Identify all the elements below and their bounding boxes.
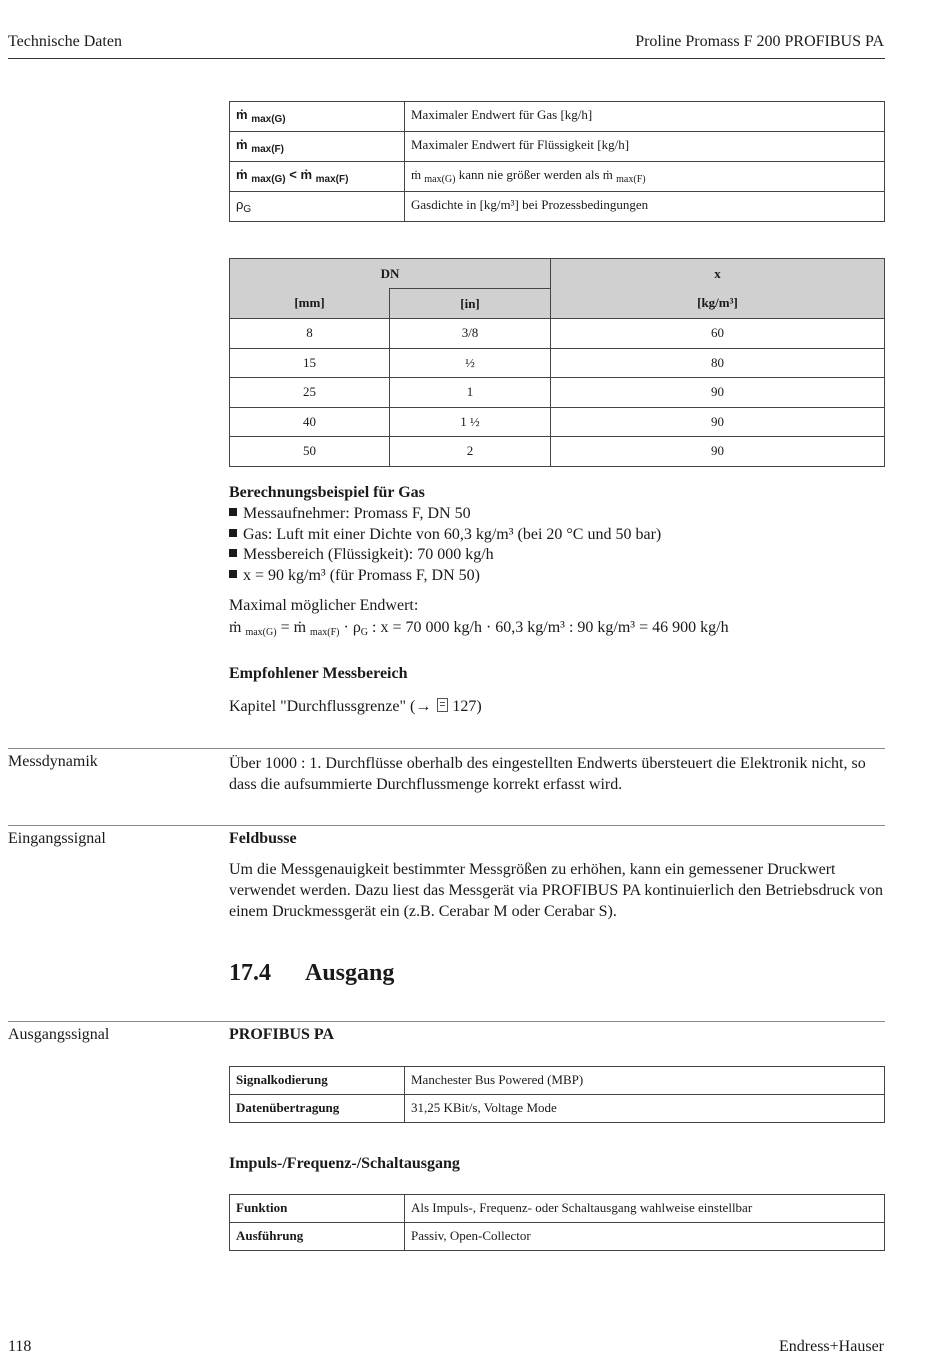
symbol-cell: ṁ $_{max(F)}$ [230,132,405,162]
header-kgm3: [kg/m³] [551,289,885,319]
table-row [230,102,885,132]
dn-table [229,258,885,467]
cell-x: 80 [551,348,885,378]
list-item: Messbereich (Flüssigkeit): 70 000 kg/h [229,545,885,566]
impuls-heading: Impuls-/Frequenz-/Schaltausgang [229,1155,460,1172]
recommended-text: Kapitel "Durchflussgrenze" (→ 127) [229,698,482,715]
section-rule [8,1021,885,1022]
profibus-table-wrap [229,1066,885,1123]
cell-in: ½ [390,348,551,378]
page-number: 118 [8,1338,32,1355]
eingangssignal-label: Eingangssignal [8,830,106,847]
cell-mm: 40 [230,407,390,437]
table-row [230,192,885,222]
symbol-table-wrap [229,101,885,222]
table-row [230,1195,885,1223]
cell-in: 3/8 [390,319,551,349]
messdynamik-text: Über 1000 : 1. Durchflüsse oberhalb des eingestellten Endwerts übersteuert die Elektronik nicht, so dass die aufsummierte Durchflussmenge korrekt erfasst wird. [229,755,866,793]
description-cell: Maximaler Endwert für Flüssigkeit [kg/h] [405,132,885,162]
cell-x: 90 [551,378,885,408]
table-row [230,319,885,349]
page-link[interactable]: 127) [448,698,482,715]
cell-mm: 25 [230,378,390,408]
cell-x: 90 [551,407,885,437]
key-cell: Signalkodierung [230,1067,405,1095]
header-x: x [551,259,885,289]
value-cell: Passiv, Open-Collector [405,1223,885,1251]
bullet-icon [229,549,237,557]
bullet-icon [229,508,237,516]
page-icon [437,698,448,712]
symbol-cell: ṁ $_{max(G)}$ < ṁ $_{max(F)}$ [230,162,405,192]
header-rule [8,58,885,59]
example-heading: Berechnungsbeispiel für Gas [229,484,425,501]
table-row [230,1067,885,1095]
bullet-icon [229,529,237,537]
value-cell: 31,25 KBit/s, Voltage Mode [405,1095,885,1123]
cell-in: 2 [390,437,551,467]
footer-brand: Endress+Hauser [779,1338,884,1355]
table-header-row [230,289,885,319]
cell-x: 90 [551,437,885,467]
key-cell: Funktion [230,1195,405,1223]
recommended-heading: Empfohlener Messbereich [229,665,408,682]
key-cell: Datenübertragung [230,1095,405,1123]
section-rule [8,825,885,826]
cell-mm: 15 [230,348,390,378]
header-in: [in] [390,289,551,319]
list-item: Messaufnehmer: Promass F, DN 50 [229,504,885,525]
list-item: x = 90 kg/m³ (für Promass F, DN 50) [229,566,885,587]
cell-in: 1 [390,378,551,408]
max-label: Maximal möglicher Endwert: [229,597,419,614]
symbol-cell: $\rho_G$ [230,192,405,222]
table-row [230,1095,885,1123]
chapter-heading: 17.4 Ausgang [229,960,395,986]
profibus-heading: PROFIBUS PA [229,1026,335,1043]
header-dn: DN [230,259,551,289]
formula: ṁ $_{max(G)}$ = ṁ $_{max(F)} \cdot \rho_G$ : x = 70 000 kg/h · 60,3 kg/m³ : 90 kg/m³ = 46 900 kg/h [229,619,729,638]
profibus-table [229,1066,885,1123]
running-header-right: Proline Promass F 200 PROFIBUS PA [635,33,884,50]
section-rule [8,748,885,749]
dn-table-wrap [229,258,885,467]
table-row [230,407,885,437]
ausgangssignal-label: Ausgangssignal [8,1026,110,1043]
key-cell: Ausführung [230,1223,405,1251]
table-row [230,162,885,192]
impuls-table [229,1194,885,1251]
description-cell: Gasdichte in [kg/m³] bei Prozessbedingungen [405,192,885,222]
table-row [230,348,885,378]
symbol-table [229,101,885,222]
feldbusse-heading: Feldbusse [229,830,297,847]
cell-mm: 8 [230,319,390,349]
value-cell: Manchester Bus Powered (MBP) [405,1067,885,1095]
symbol-cell: ṁ $_{max(G)}$ [230,102,405,132]
table-header-row [230,259,885,289]
bullet-icon [229,570,237,578]
table-row [230,437,885,467]
cell-in: 1 ½ [390,407,551,437]
value-cell: Als Impuls-, Frequenz- oder Schaltausgang wahlweise einstellbar [405,1195,885,1223]
impuls-table-wrap [229,1194,885,1251]
cell-x: 60 [551,319,885,349]
description-cell: ṁ $_{max(G)}$ kann nie größer werden als ṁ $_{max(F)}$ [405,162,885,192]
header-mm: [mm] [230,289,390,319]
feldbusse-text: Um die Messgenauigkeit bestimmter Messgrößen zu erhöhen, kann ein gemessener Druckwert verwendet werden. Dazu liest das Messgerät via PROFIBUS PA kontinuierlich den Betriebsdruck von einem Druckmessgerät ein (z.B. Cerabar M oder Cerabar S). [229,861,883,920]
table-row [230,378,885,408]
running-header-left: Technische Daten [8,33,122,50]
messdynamik-label: Messdynamik [8,753,98,770]
description-cell: Maximaler Endwert für Gas [kg/h] [405,102,885,132]
table-row [230,132,885,162]
example-list [229,504,885,586]
list-item: Gas: Luft mit einer Dichte von 60,3 kg/m³ (bei 20 °C und 50 bar) [229,525,885,546]
table-row [230,1223,885,1251]
cell-mm: 50 [230,437,390,467]
